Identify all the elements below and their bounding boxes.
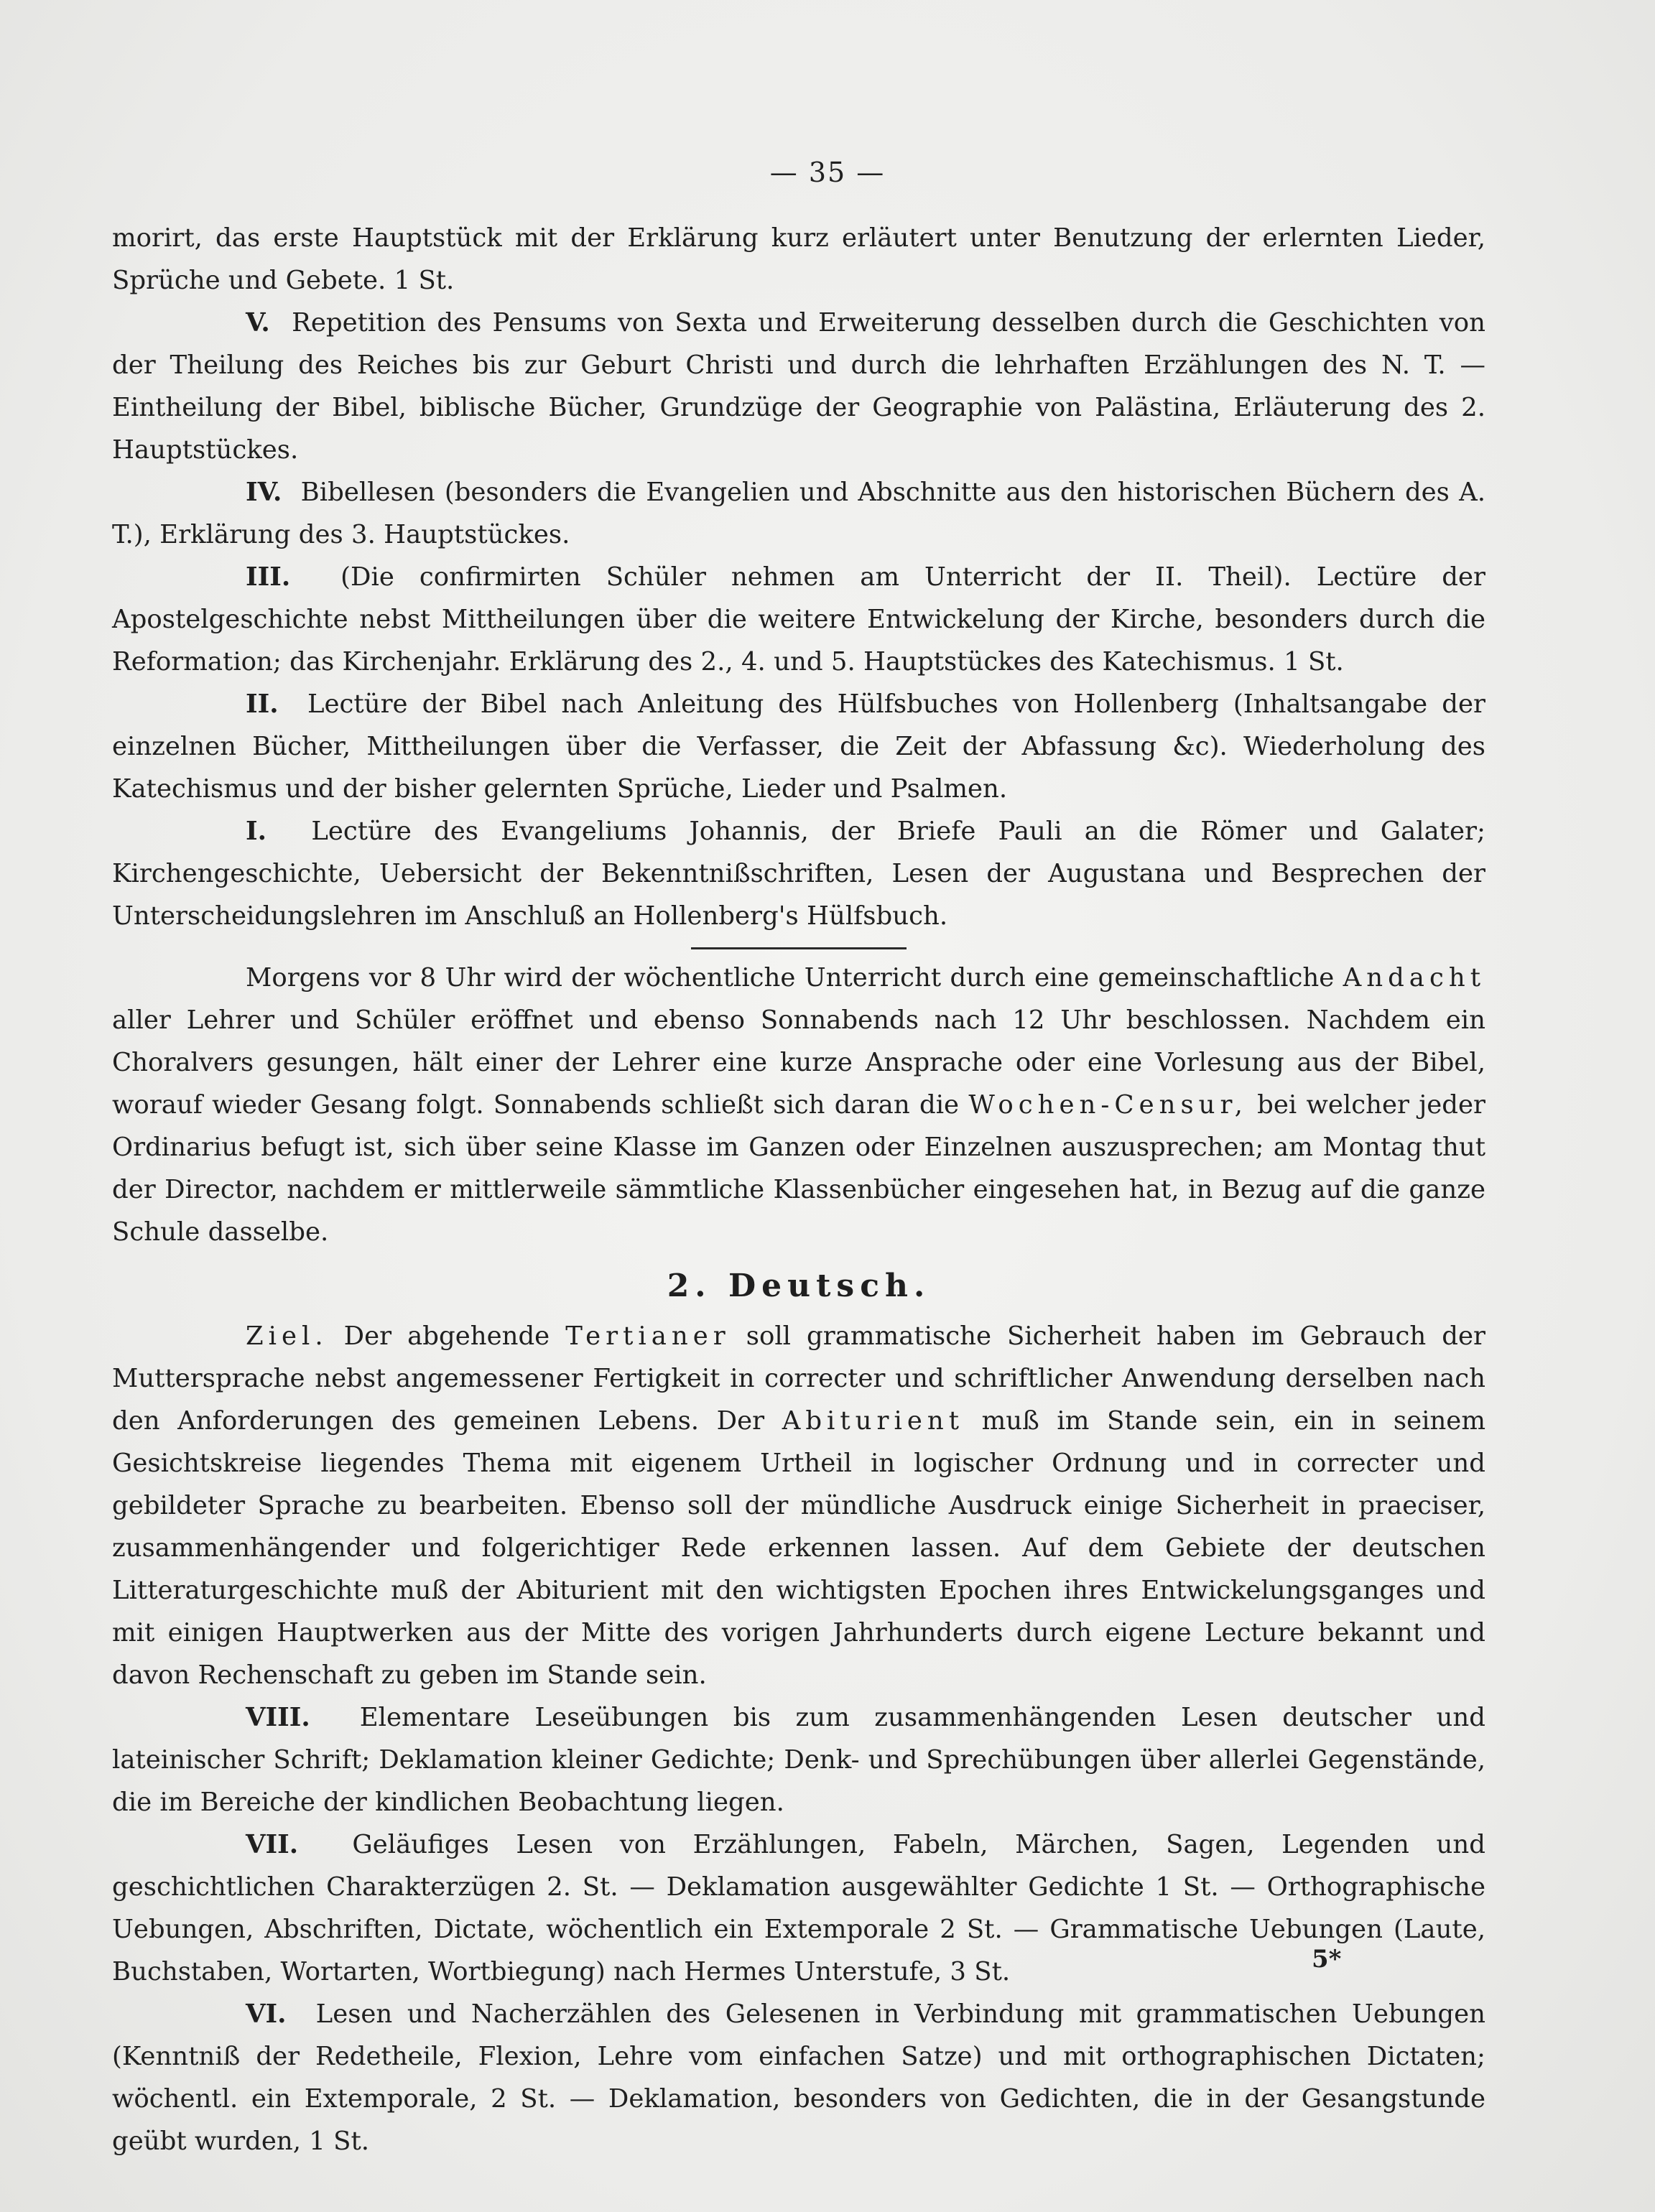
ziel-text-2: soll grammatische Sicherheit haben im Gebrauch der Muttersprache nebst angemessener Fertigkeit in correcter und schriftlicher Anwendung derselben nach den Anforderungen des gemeinen Lebens. Der xyxy=(112,1321,1485,1436)
paragraph-class-vii xyxy=(112,1823,1485,1993)
page-number: — 35 — xyxy=(769,157,886,188)
wochen-censur-spaced: Wochen-Censur, xyxy=(968,1090,1248,1120)
paragraph-class-iv xyxy=(112,471,1485,556)
section-number: 2. xyxy=(667,1268,712,1304)
paragraph-andacht xyxy=(112,957,1485,1253)
paragraph-ziel xyxy=(112,1315,1485,1696)
paragraph-class-v xyxy=(112,302,1485,471)
ziel-label: Ziel. xyxy=(246,1321,328,1351)
paragraph-class-iii xyxy=(112,556,1485,683)
class-label: IV. xyxy=(246,478,282,507)
section-divider xyxy=(691,947,907,949)
tertianer-spaced: Tertianer xyxy=(565,1321,731,1351)
ziel-text-3: muß im Stande sein, ein in seinem Gesichtskreise liegendes Thema mit eigenem Urtheil in logischer Ordnung und in correcter und gebildeter Sprache zu bearbeiten. Ebenso soll der mündliche Ausdruck einige Sicherheit in praeciser, zusammenhängender und folgerichtiger Rede erkennen lassen. Auf dem Gebiete der deutschen Litteraturgeschichte muß der Abiturient mit den wichtigsten Epochen ihres Entwickelungsganges und mit einigen Hauptwerken aus der Mitte des vorigen Jahrhunderts durch eigene Lecture bekannt und davon Rechenschaft zu geben im Stande sein. xyxy=(112,1406,1485,1690)
paragraph-text: Bibellesen (besonders die Evangelien und Abschnitte aus den historischen Büchern des A. T.), Erklärung des 3. Hauptstückes. xyxy=(112,478,1485,549)
paragraph-text: Elementare Leseübungen bis zum zusammenhängenden Lesen deutscher und lateinischer Schrift; Deklamation kleiner Gedichte; Denk- und Sprechübungen über allerlei Gegenstände, die im Bereiche der kindlichen Beobachtung liegen. xyxy=(112,1703,1485,1817)
paragraph-text: (Die confirmirten Schüler nehmen am Unterricht der II. Theil). Lectüre der Apostelgeschichte nebst Mittheilungen über die weitere Entwickelung der Kirche, besonders durch die Reformation; das Kirchenjahr. Erklärung des 2., 4. und 5. Hauptstückes des Katechismus. 1 St. xyxy=(112,562,1485,677)
class-label: VI. xyxy=(246,1999,287,2029)
section-heading-deutsch xyxy=(112,1263,1485,1309)
class-label: VII. xyxy=(246,1830,299,1859)
paragraph-class-vi xyxy=(112,1993,1485,2162)
andacht-text-3: bei welcher jeder Ordinarius befugt ist, sich über seine Klasse im Ganzen oder Einzelnen auszusprechen; am Montag thut der Director, nachdem er mittlerweile sämmtliche Klassenbücher eingesehen hat, in Bezug auf die ganze Schule dasselbe. xyxy=(112,1090,1485,1247)
signature-mark: 5* xyxy=(1312,1945,1342,1974)
andacht-spaced-word: Andacht xyxy=(1343,963,1485,993)
paragraph-text: Lectüre der Bibel nach Anleitung des Hülfsbuches von Hollenberg (Inhaltsangabe der einzelnen Bücher, Mittheilungen über die Verfasser, die Zeit der Abfassung &c). Wiederholung des Katechismus und der bisher gelernten Sprüche, Lieder und Psalmen. xyxy=(112,689,1485,804)
paragraph-text: Lesen und Nacherzählen des Gelesenen in Verbindung mit grammatischen Uebungen (Kenntniß der Redetheile, Flexion, Lehre vom einfachen Satze) und mit orthographischen Dictaten; wöchentl. ein Extemporale, 2 St. — Deklamation, besonders von Gedichten, die in der Gesangstunde geübt wurden, 1 St. xyxy=(112,1999,1485,2156)
andacht-text-2: aller Lehrer und Schüler eröffnet und ebenso Sonnabends nach 12 Uhr beschlossen. Nachdem ein Choralvers gesungen, hält einer der Lehrer eine kurze Ansprache oder eine Vorlesung aus der Bibel, worauf wieder Gesang folgt. Sonnabends schließt sich daran die xyxy=(112,1005,1485,1120)
paragraph-continuation: morirt, das erste Hauptstück mit der Erklärung kurz erläutert unter Benutzung der erlernten Lieder, Sprüche und Gebete. 1 St. xyxy=(112,223,1485,295)
section-title: Deutsch. xyxy=(728,1268,931,1304)
class-label: VIII. xyxy=(246,1703,310,1732)
andacht-text-1: Morgens vor 8 Uhr wird der wöchentliche Unterricht durch eine gemeinschaftliche xyxy=(246,963,1335,993)
class-label: III. xyxy=(246,562,291,592)
class-label: I. xyxy=(246,817,266,846)
paragraph-text: Geläufiges Lesen von Erzählungen, Fabeln, Märchen, Sagen, Legenden und geschichtlichen Charakterzügen 2. St. — Deklamation ausgewählter Gedichte 1 St. — Orthographische Uebungen, Abschriften, Dictate, wöchentlich ein Extemporale 2 St. — Grammatische Uebungen (Laute, Buchstaben, Wortarten, Wortbiegung) nach Hermes Unterstufe, 3 St. xyxy=(112,1830,1485,1986)
paragraph-class-i xyxy=(112,810,1485,937)
paragraph-text: Lectüre des Evangeliums Johannis, der Briefe Pauli an die Römer und Galater; Kirchengeschichte, Uebersicht der Bekenntnißschriften, Lesen der Augustana und Besprechen der Unterscheidungslehren im Anschluß an Hollenberg's Hülfsbuch. xyxy=(112,817,1485,931)
ziel-text-1: Der abgehende xyxy=(343,1321,550,1351)
paragraph-text: Repetition des Pensums von Sexta und Erweiterung desselben durch die Geschichten von der Theilung des Reiches bis zur Geburt Christi und durch die lehrhaften Erzählungen des N. T. — Eintheilung der Bibel, biblische Bücher, Grundzüge der Geographie von Palästina, Erläuterung des 2. Hauptstückes. xyxy=(112,308,1485,465)
class-label: V. xyxy=(246,308,270,338)
body-text xyxy=(112,217,1485,2162)
paragraph-class-viii xyxy=(112,1696,1485,1823)
paragraph-class-ii xyxy=(112,683,1485,810)
abiturient-spaced: Abiturient xyxy=(782,1406,964,1436)
class-label: II. xyxy=(246,689,279,719)
